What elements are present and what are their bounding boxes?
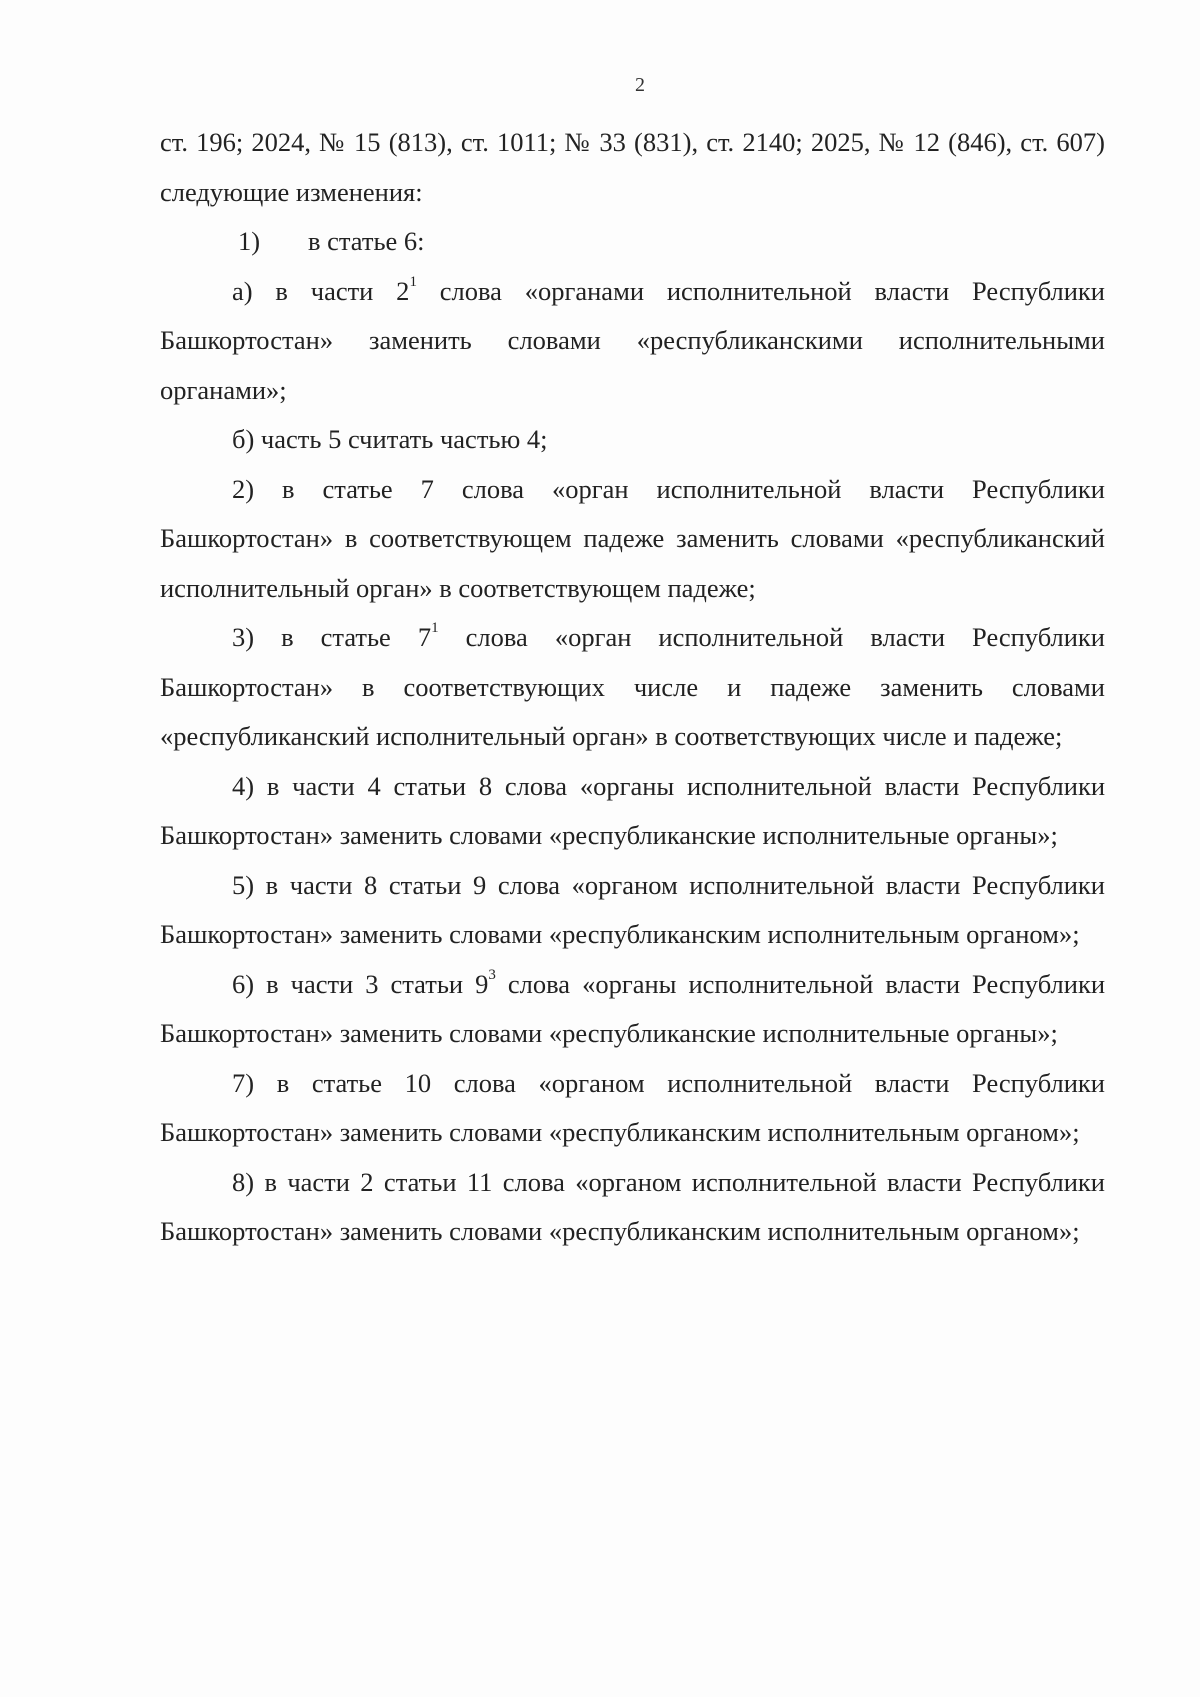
list-item-6-lead: 6) в части 3 статьи 9	[232, 968, 489, 999]
list-item-1	[160, 217, 1105, 267]
list-item-1a-rest: слова «органами исполнительной власти Республики Башкортостан» заменить словами «республиканскими исполнительными органами»;	[160, 275, 1105, 405]
list-item-1a	[160, 267, 1105, 416]
list-item-6	[160, 960, 1105, 1059]
list-item-3	[160, 613, 1105, 762]
list-item-1a-lead: а) в части 2	[232, 275, 410, 306]
list-item-5: 5) в части 8 статьи 9 слова «органом исполнительной власти Республики Башкортостан» заменить словами «республиканским исполнительным органом»;	[160, 869, 1105, 949]
list-item-3-lead: 3) в статье 7	[232, 622, 432, 652]
intro-paragraph: ст. 196; 2024, № 15 (813), ст. 1011; № 33 (831), ст. 2140; 2025, № 12 (846), ст. 607) следующие изменения:	[160, 127, 1105, 207]
list-item-3-rest: слова «орган исполнительной власти Республики Башкортостан» в соответствующих числе и падеже заменить словами «республиканский исполнительный орган» в соответствующих числе и падеже;	[160, 622, 1105, 751]
list-item-4: 4) в части 4 статьи 8 слова «органы исполнительной власти Республики Башкортостан» заменить словами «республиканские исполнительные органы»;	[160, 770, 1105, 850]
list-item-1-number: 1)	[238, 226, 261, 256]
list-item-1-text: в статье 6:	[308, 226, 425, 256]
list-item-6-superscript: 3	[488, 966, 496, 983]
list-item-8: 8) в части 2 статьи 11 слова «органом исполнительной власти Республики Башкортостан» заменить словами «республиканским исполнительным органом»;	[160, 1166, 1105, 1246]
list-item-3-superscript: 1	[431, 620, 439, 636]
list-item-1a-superscript: 1	[409, 273, 417, 290]
list-item-2: 2) в статье 7 слова «орган исполнительной власти Республики Башкортостан» в соответствующем падеже заменить словами «республиканский исполнительный орган» в соответствующем падеже;	[160, 473, 1105, 603]
document-body	[160, 118, 1105, 1257]
page-number: 2	[635, 74, 645, 96]
list-item-1b: б) часть 5 считать частью 4;	[232, 424, 548, 454]
list-item-7: 7) в статье 10 слова «органом исполнительной власти Республики Башкортостан» заменить словами «республиканским исполнительным органом»;	[160, 1067, 1105, 1147]
list-item-6-rest: слова «органы исполнительной власти Республики Башкортостан» заменить словами «республиканские исполнительные органы»;	[160, 968, 1105, 1048]
